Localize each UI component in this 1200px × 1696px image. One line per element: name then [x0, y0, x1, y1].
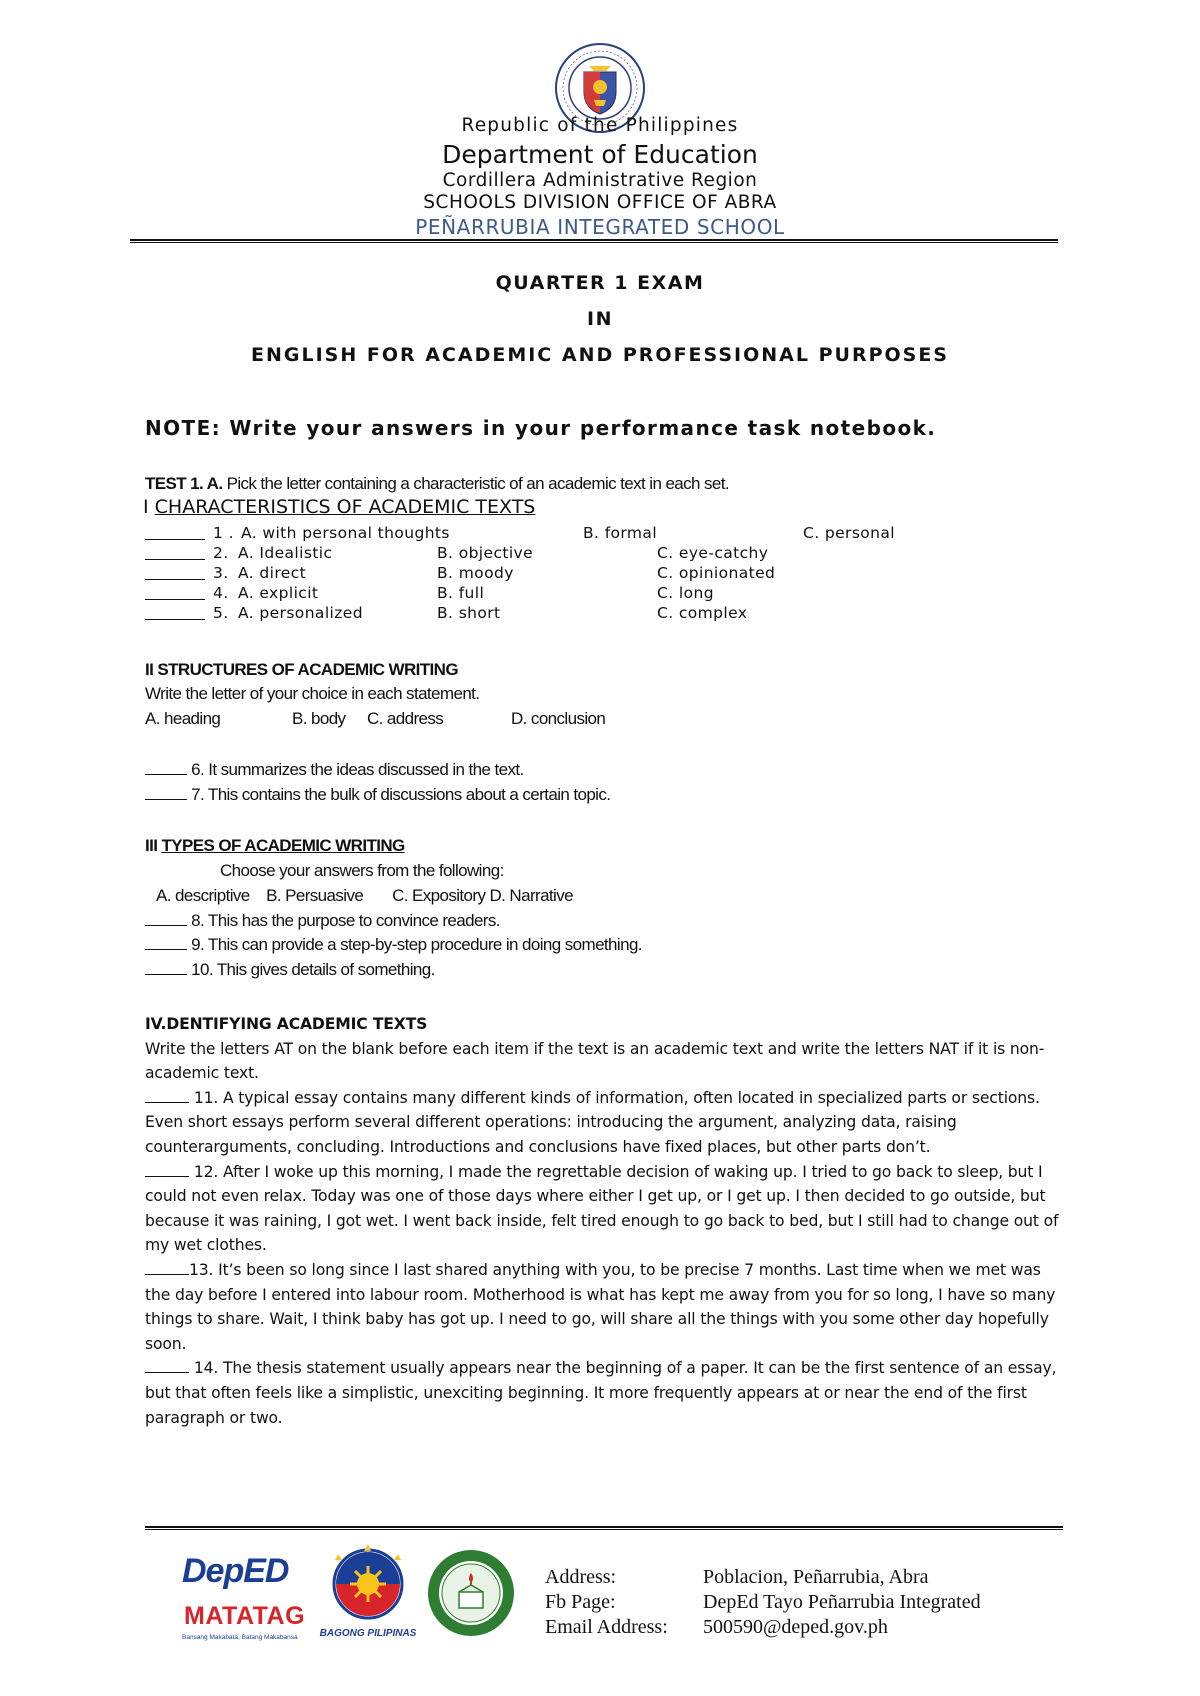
matatag-text: MATATAG — [184, 1602, 306, 1630]
mc-item-5 — [145, 604, 1045, 624]
question-text: A typical essay contains many different kinds of information, often located in specialized parts or sections. Even short essays perform several different operations: introducing the argument, analyzing data, raising counterarguments, concluding. Introductions and conclusions have fixed places, but other parts don’t. — [145, 1088, 1040, 1156]
answer-blank[interactable] — [145, 959, 187, 975]
footer-divider — [145, 1526, 1063, 1528]
answer-blank[interactable] — [145, 1357, 189, 1373]
choice-b: B. objective — [437, 544, 534, 562]
region-line: Cordillera Administrative Region — [442, 170, 758, 191]
choice-a: A. explicit — [238, 584, 319, 602]
choice-b: B. formal — [583, 524, 658, 542]
test1-label: TEST 1. A. — [145, 474, 223, 493]
choice-a: A. with personal thoughts — [241, 524, 450, 542]
question-10 — [145, 959, 435, 980]
section4 — [145, 1012, 1065, 1430]
choice-b: B. moody — [437, 564, 514, 582]
answer-blank[interactable] — [145, 1259, 189, 1275]
question-8 — [145, 910, 500, 931]
school-seal — [426, 1548, 516, 1638]
answer-blank[interactable] — [145, 1161, 189, 1177]
section3-instruction: Choose your answers from the following: — [220, 861, 504, 880]
exam-subject: ENGLISH FOR ACADEMIC AND PROFESSIONAL PURPOSES — [251, 344, 949, 366]
exam-title: QUARTER 1 EXAM — [495, 272, 705, 294]
email-value[interactable]: 500590@deped.gov.ph — [703, 1616, 888, 1638]
item-number: 4. — [213, 584, 229, 602]
header-divider-thin — [130, 242, 1058, 243]
section2-title: II STRUCTURES OF ACADEMIC WRITING — [145, 660, 458, 679]
division-line: SCHOOLS DIVISION OFFICE OF ABRA — [423, 192, 777, 213]
answer-blank[interactable] — [145, 759, 187, 775]
mc-item-2 — [145, 544, 1045, 564]
choice-c: C. long — [657, 584, 714, 602]
question-text: 10. This gives details of something. — [191, 960, 435, 979]
header-divider — [130, 239, 1058, 241]
section2-choices — [145, 709, 845, 731]
question-11 — [145, 1086, 1065, 1160]
answer-blank[interactable] — [145, 524, 205, 540]
section1-prefix: I — [143, 496, 155, 518]
test1-instruction-text: Pick the letter containing a characteristic of an academic text in each set. — [222, 474, 730, 493]
answer-blank[interactable] — [145, 934, 187, 950]
item-number: 11. — [193, 1088, 219, 1107]
choice-conclusion: D. conclusion — [511, 709, 606, 728]
deped-matatag-logo — [180, 1552, 306, 1652]
answer-blank[interactable] — [145, 910, 187, 926]
question-14 — [145, 1356, 1065, 1430]
bagong-pilipinas-logo — [318, 1540, 418, 1640]
choice-a: A. direct — [238, 564, 307, 582]
section3-title: TYPES OF ACADEMIC WRITING — [161, 836, 405, 855]
section1-title: CHARACTERISTICS OF ACADEMIC TEXTS — [154, 496, 536, 518]
answer-blank[interactable] — [145, 564, 205, 580]
footer-divider-thin — [145, 1529, 1063, 1530]
choice-c: C. opinionated — [657, 564, 776, 582]
exam-title-in: IN — [587, 308, 613, 330]
mc-item-3 — [145, 564, 1045, 584]
section3-choices: A. descriptive B. Persuasive C. Expository D. Narrative — [156, 886, 573, 905]
section3-prefix: III — [145, 836, 162, 855]
section1-heading — [143, 496, 535, 518]
choice-address: C. address — [367, 709, 444, 728]
choice-heading: A. heading — [145, 709, 221, 728]
question-text: 6. It summarizes the ideas discussed in the text. — [191, 760, 524, 779]
question-12 — [145, 1160, 1065, 1258]
answer-blank[interactable] — [145, 544, 205, 560]
test1-instruction — [145, 474, 729, 494]
answer-blank[interactable] — [145, 1087, 189, 1103]
question-7 — [145, 784, 610, 805]
choice-a: A. personalized — [238, 604, 363, 622]
fb-value[interactable]: DepEd Tayo Peñarrubia Integrated — [703, 1591, 981, 1613]
matatag-tagline: Bansang Makabata, Batang Makabansa — [182, 1634, 298, 1641]
choice-c: C. personal — [803, 524, 896, 542]
item-number: 14. — [193, 1359, 219, 1378]
mc-item-1 — [145, 524, 1045, 544]
address-value: Poblacion, Peñarrubia, Abra — [703, 1566, 929, 1588]
bagong-pilipinas-icon — [318, 1540, 418, 1626]
republic-line: Republic of the Philippines — [461, 115, 739, 136]
question-9 — [145, 934, 642, 955]
answer-blank[interactable] — [145, 604, 205, 620]
item-number: 1 . — [213, 524, 234, 542]
address-label: Address: — [545, 1566, 617, 1588]
section2-instruction: Write the letter of your choice in each statement. — [145, 684, 480, 703]
choice-b: B. short — [437, 604, 501, 622]
item-number: 3. — [213, 564, 229, 582]
school-name: PEÑARRUBIA INTEGRATED SCHOOL — [415, 215, 785, 239]
email-label: Email Address: — [545, 1616, 668, 1638]
choice-body: B. body — [292, 709, 346, 728]
question-text: 9. This can provide a step-by-step procedure in doing something. — [191, 935, 642, 954]
item-number: 2. — [213, 544, 229, 562]
question-text: It’s been so long since I last shared anything with you, to be precise 7 months. Last time when we met was the day before I entered into labour room. Motherhood is what has kept me away from you for so long, I have so many things to share. Wait, I think baby has got up. I need to go, will share all the things with you some other day hopefully soon. — [145, 1260, 1056, 1353]
choice-a: A. Idealistic — [238, 544, 333, 562]
choice-b: B. full — [437, 584, 485, 602]
section4-title: IV.DENTIFYING ACADEMIC TEXTS — [145, 1015, 428, 1033]
question-text: The thesis statement usually appears near the beginning of a paper. It can be the first sentence of an essay, but that often feels like a simplistic, unexciting beginning. It more frequently appears at or near the end of the first paragraph or two. — [145, 1359, 1057, 1427]
choice-c: C. eye-catchy — [657, 544, 769, 562]
question-13 — [145, 1258, 1065, 1356]
mc-item-4 — [145, 584, 1045, 604]
choice-c: C. complex — [657, 604, 748, 622]
question-text: 8. This has the purpose to convince readers. — [191, 911, 500, 930]
department-name: Department of Education — [442, 140, 758, 169]
answer-blank[interactable] — [145, 784, 187, 800]
section3-heading — [145, 836, 405, 856]
exam-note: NOTE: Write your answers in your performance task notebook. — [145, 416, 937, 440]
fb-label: Fb Page: — [545, 1591, 616, 1613]
school-seal-icon — [426, 1548, 516, 1638]
section4-instruction: Write the letters AT on the blank before each item if the text is an academic text and write the letters NAT if it is non-academic text. — [145, 1039, 1045, 1083]
question-text: 7. This contains the bulk of discussions about a certain topic. — [191, 785, 611, 804]
item-number: 5. — [213, 604, 229, 622]
question-6 — [145, 759, 524, 780]
answer-blank[interactable] — [145, 584, 205, 600]
deped-logo-text: DepED — [182, 1552, 289, 1590]
bagong-pilipinas-text: BAGONG PILIPINAS — [319, 1628, 417, 1639]
item-number: 13. — [189, 1260, 214, 1279]
item-number: 12. — [193, 1162, 219, 1181]
question-text: After I woke up this morning, I made the regrettable decision of waking up. I tried to go back to sleep, but I could not even relax. Today was one of those days where either I get up, or I get up. I then decided to go outside, but because it was raining, I got wet. I went back inside, felt tired enough to go back to bed, but I still had to change out of my wet clothes. — [145, 1162, 1059, 1255]
